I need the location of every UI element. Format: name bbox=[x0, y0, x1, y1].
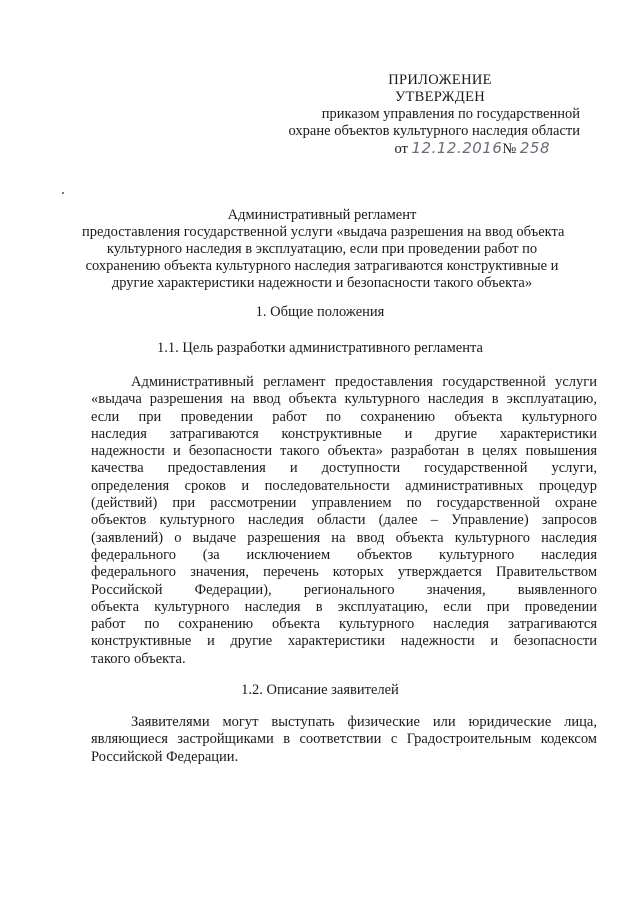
paragraph-line: (действий) при рассмотрении управлением по государственной охране bbox=[91, 495, 597, 512]
date-prefix: от bbox=[394, 141, 408, 157]
paragraph-line: Административный регламент предоставления государственной услуги bbox=[131, 374, 597, 390]
title-line-2: предоставления государственной услуги «выдача разрешения на ввод объекта bbox=[82, 224, 565, 240]
regulation-title bbox=[82, 207, 565, 292]
paragraph-line: объектов культурного наследия области (далее – Управление) запросов bbox=[91, 512, 597, 529]
paragraph-line: надежности и безопасности такого объекта» разработан в целях повышения bbox=[91, 443, 597, 460]
paragraph-line: наследия затрагиваются конструктивные и другие характеристики bbox=[91, 425, 597, 442]
title-line-3: культурного наследия в эксплуатацию, если при проведении работ по bbox=[106, 241, 538, 257]
title-line-5: другие характеристики надежности и безопасности такого объекта» bbox=[111, 275, 533, 291]
paragraph-line: «выдача разрешения на ввод объекта культурного наследия в эксплуатацию, bbox=[91, 391, 597, 408]
paragraph-line: если при проведении работ по сохранению объекта культурного bbox=[91, 408, 597, 425]
paragraph-line: определения сроков и последовательности административных процедур bbox=[91, 477, 597, 494]
subsection-1-1-paragraph bbox=[91, 374, 597, 668]
title-line-4: сохранению объекта культурного наследия затрагиваются конструктивные и bbox=[85, 258, 559, 274]
scan-speck bbox=[62, 192, 64, 194]
number-sign: № bbox=[502, 141, 517, 157]
paragraph-line: объекта культурного наследия в эксплуатацию, если при проведении bbox=[91, 598, 597, 615]
approval-order-line-1: приказом управления по государственной bbox=[321, 106, 580, 122]
subsection-1-2-heading: 1.2. Описание заявителей bbox=[241, 682, 399, 698]
handwritten-number: 258 bbox=[519, 139, 550, 157]
approved-label: УТВЕРЖДЕН bbox=[394, 89, 486, 105]
subsection-1-1-heading: 1.1. Цель разработки административного регламента bbox=[157, 340, 483, 356]
approval-date-line bbox=[240, 140, 580, 158]
title-line-1: Административный регламент bbox=[227, 207, 417, 223]
section-1-heading: 1. Общие положения bbox=[255, 304, 385, 320]
paragraph-line: Российской Федерации. bbox=[91, 748, 239, 765]
paragraph-line: работ по сохранению объекта культурного наследия затрагиваются bbox=[91, 616, 597, 633]
paragraph-line: федерального (за исключением объектов культурного наследия bbox=[91, 546, 597, 563]
appendix-label: ПРИЛОЖЕНИЕ bbox=[388, 72, 492, 88]
paragraph-line: Заявителями могут выступать физические или юридические лица, bbox=[131, 714, 597, 730]
paragraph-line: федерального значения, перечень которых утверждается Правительством bbox=[91, 564, 597, 581]
paragraph-line: Российской Федерации), регионального значения, выявленного bbox=[91, 581, 597, 598]
paragraph-line: (заявлений) о выдаче разрешения на ввод объекта культурного наследия bbox=[91, 529, 597, 546]
approval-block bbox=[240, 72, 580, 158]
approval-order-line-2: охране объектов культурного наследия области bbox=[288, 123, 580, 139]
paragraph-line: такого объекта. bbox=[91, 650, 186, 667]
handwritten-date: 12.12.2016 bbox=[411, 139, 503, 157]
paragraph-line: конструктивные и другие характеристики надежности и безопасности bbox=[91, 633, 597, 650]
subsection-1-2-paragraph bbox=[91, 714, 597, 766]
paragraph-line: являющиеся застройщиками в соответствии с Градостроительным кодексом bbox=[91, 731, 597, 748]
paragraph-line: качества предоставления и доступности государственной услуги, bbox=[91, 460, 597, 477]
